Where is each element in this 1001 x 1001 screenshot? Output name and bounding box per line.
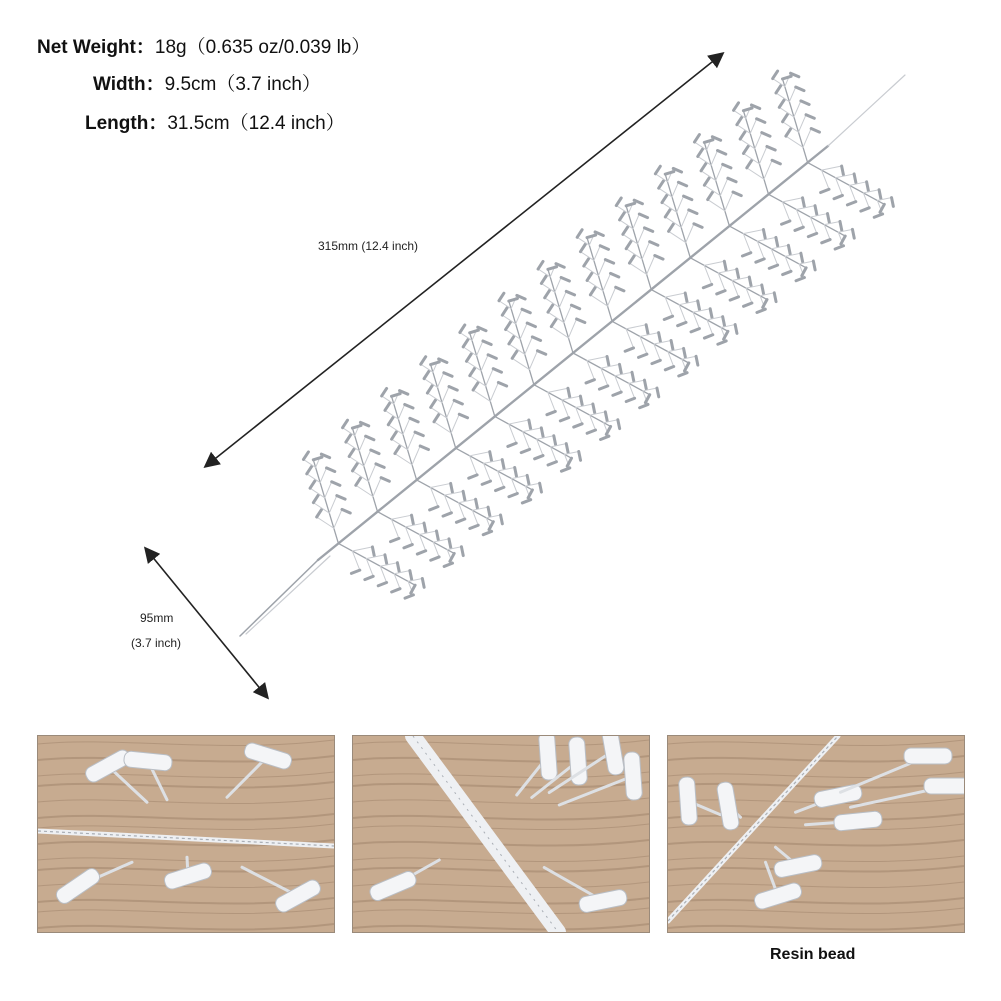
spec-value: 31.5cm（12.4 inch） xyxy=(167,113,345,134)
spec-label: Width： xyxy=(93,74,165,95)
spec-value: 18g（0.635 oz/0.039 lb） xyxy=(154,37,371,58)
width-dimension-label-inch: (3.7 inch) xyxy=(131,636,182,650)
width-dimension-label-mm: 95mm xyxy=(140,611,174,625)
length-dimension-label: 315mm (12.4 inch) xyxy=(318,239,419,253)
spec-label: Net Weight： xyxy=(37,37,155,58)
closeup-photo-3 xyxy=(667,735,965,933)
spec-label: Length： xyxy=(85,113,168,134)
silver-branch-image xyxy=(240,71,905,636)
spec-value: 9.5cm（3.7 inch） xyxy=(164,74,321,95)
closeup-photo-2 xyxy=(352,735,650,933)
closeup-photo-1 xyxy=(37,735,335,933)
resin-bead-caption: Resin bead xyxy=(770,946,856,963)
